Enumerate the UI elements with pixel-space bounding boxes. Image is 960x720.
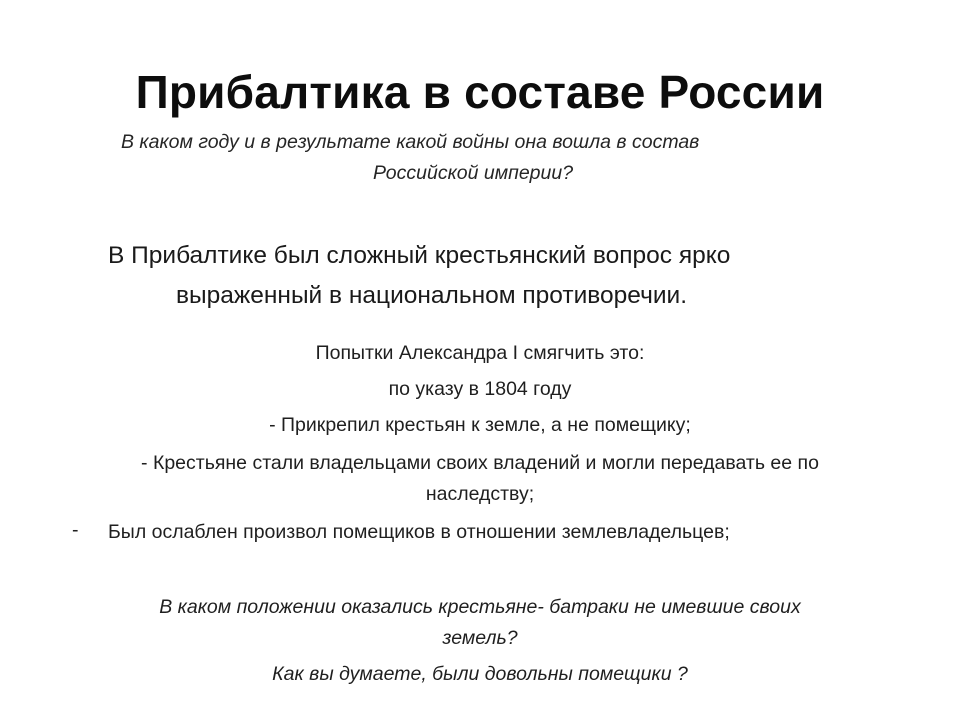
subtitle-line-2: Российской империи?	[373, 162, 574, 184]
reform-item-3-bullet: -	[72, 519, 79, 541]
reforms-intro: Попытки Александра I смягчить это:	[315, 342, 645, 364]
reforms-decree: по указу в 1804 году	[388, 378, 572, 400]
reform-item-2-line-2: наследству;	[425, 483, 535, 505]
question-1-line-2: земель?	[442, 627, 518, 649]
main-statement-line-2: выраженный в национальном противоречии.	[176, 282, 688, 309]
slide-title: Прибалтика в составе России	[135, 66, 825, 118]
question-1-line-1: В каком положении оказались крестьяне- батраки не имевшие своих	[159, 596, 801, 618]
main-statement-line-1: В Прибалтике был сложный крестьянский вопрос ярко	[108, 242, 731, 269]
question-2: Как вы думаете, были довольны помещики ?	[272, 663, 688, 685]
reform-item-2-line-1: - Крестьяне стали владельцами своих владений и могли передавать ее по	[141, 452, 819, 474]
reform-item-3: Был ослаблен произвол помещиков в отношении землевладельцев;	[108, 521, 730, 543]
subtitle-line-1: В каком году и в результате какой войны она вошла в состав	[121, 131, 700, 153]
reform-item-1: - Прикрепил крестьян к земле, а не помещику;	[269, 414, 691, 436]
